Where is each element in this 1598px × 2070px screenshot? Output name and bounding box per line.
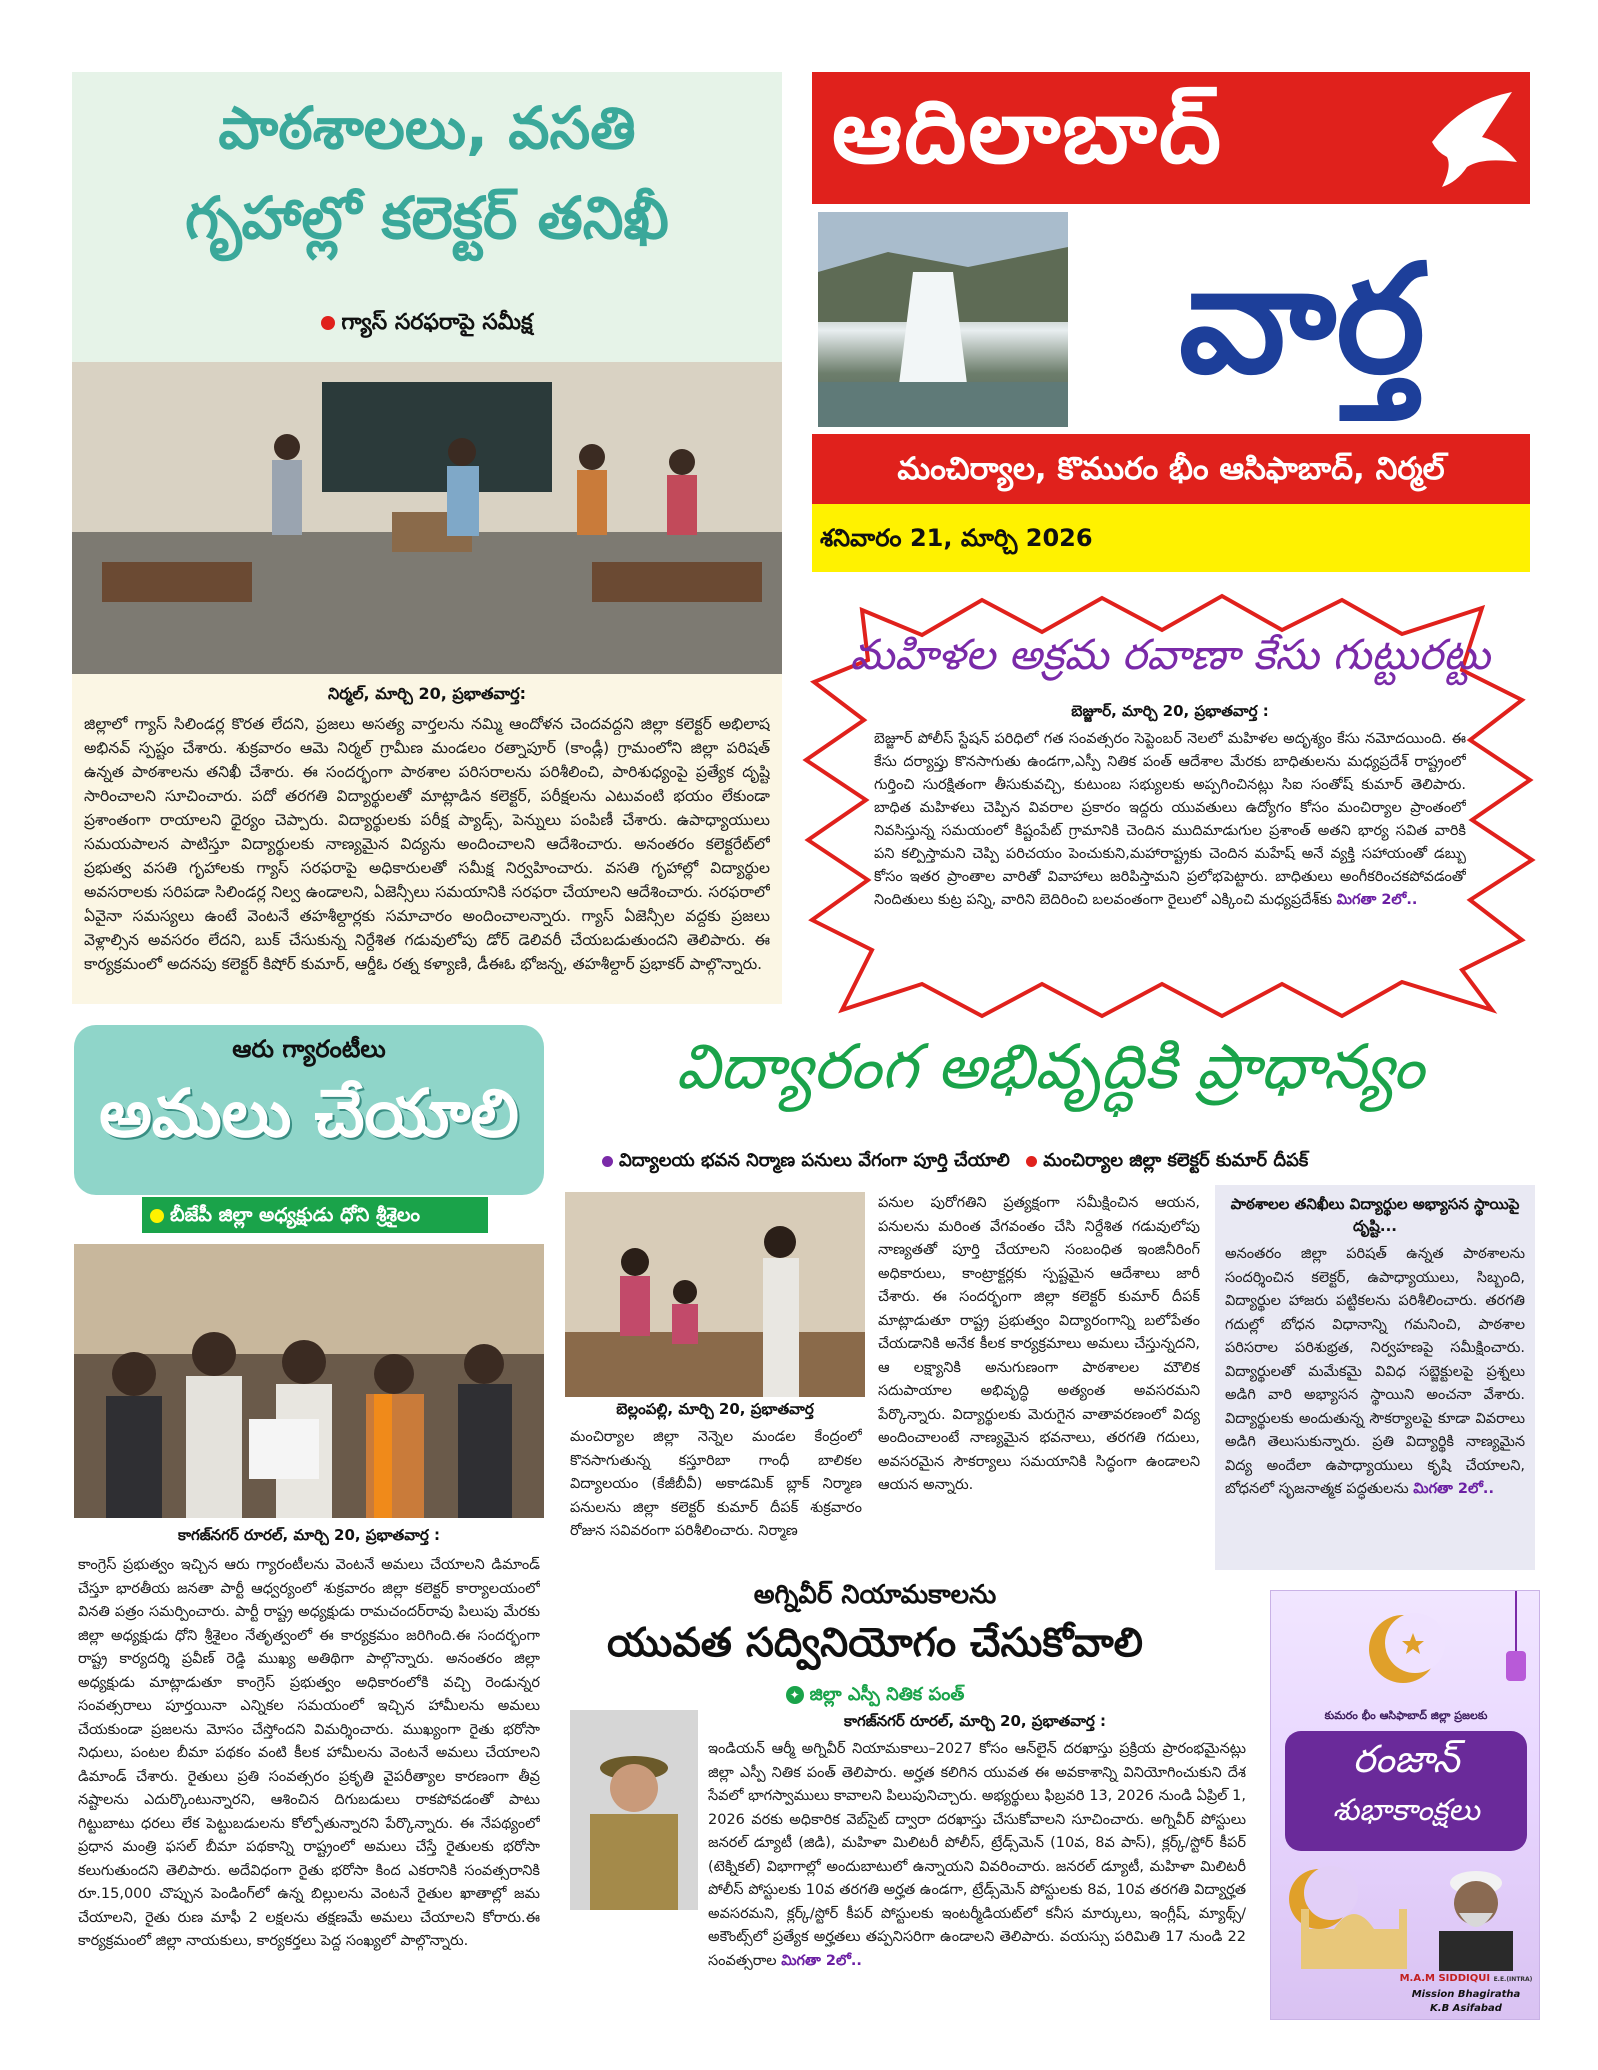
ad-name-suffix: E.E.(INTRA)	[1493, 1976, 1533, 1983]
story4-sidebar	[1215, 1185, 1535, 1570]
story1-subhead-text: గ్యాస్ సరఫరాపై సమీక్ష	[341, 310, 533, 335]
story5-subhead	[565, 1684, 1185, 1709]
story1-dateline: నిర్మల్, మార్చి 20, ప్రభాతవార్త:	[327, 684, 527, 703]
story5-dateline: కాగజ్‌నగర్ రూరల్, మార్చి 20, ప్రభాతవార్త :	[843, 1712, 1107, 1730]
story5-subhead-text: జిల్లా ఎస్పీ నితిక పంత్	[809, 1684, 965, 1705]
protest-photo	[74, 1244, 544, 1518]
story2-body-text: బెజ్జూర్ పోలీస్ స్టేషన్ పరిధిలో గత సంవత్సరం సెప్టెంబర్ నెలలో మహిళల అదృశ్యం కేసు నమోదయింది. ఈ కేసు దర్యాప్తు కొనసాగుతు ఉండగా,ఎస్పీ నితిక పంత్ ఆదేశాల మేరకు బాధితులను మధ్యప్రదేశ్ రాష్ట్రంలో గుర్తించి సురక్షితంగా తీసుకువచ్చి, కుటుంబ సభ్యులకు అప్పగించినట్లు సిఐ సంతోష్ కుమార్ తెలిపారు. బాధిత మహిళలు చెప్పిన వివరాల ప్రకారం ఇద్దరు యువతులు ఉద్యోగం కోసం మంచిర్యాల ప్రాంతంలో నివసిస్తున్న సమయంలో కిష్టంపేట్ గ్రామానికి చెందిన ముదిమాడుగుల ప్రశాంత్ అతని భార్య సవిత వారికి పని కల్పిస్తామని చెప్పి పరిచయం పెంచుకుని,మహారాష్ట్రకు చెందిన మహేష్ అనే వ్యక్తి సహాయంతో డబ్బు కోసం ఇతర ప్రాంతాల వారితో వివాహాలు జరిపిస్తామని ప్రలోభపెట్టారు. బాధితులు అంగీకరించకపోవడంతో నిందితులు కుట్ర పన్ని, వారిని బెదిరించి బలవంతంగా రైలులో ఎక్కించి మధ్యప్రదేశ్‌కు	[874, 731, 1466, 908]
story3-text-box	[74, 1518, 544, 2038]
story5-headline: యువత సద్వినియోగం చేసుకోవాలి	[607, 1620, 1143, 1666]
story2-starburst	[802, 590, 1538, 1020]
officer-photo	[1421, 1861, 1531, 1971]
story1-subhead	[72, 310, 782, 340]
ad-tagline: కుమరం భీం ఆసిఫాబాద్ జిల్లా ప్రజలకు	[1324, 1709, 1488, 1722]
story2-more-link[interactable]: మిగతా 2లో..	[1336, 892, 1418, 908]
ad-greeting2: శుభాకాంక్షలు	[1332, 1793, 1480, 1828]
subhead-bullet-icon	[321, 316, 335, 330]
ad-name	[1391, 1973, 1540, 1984]
story4-body-mid: పనుల పురోగతిని ప్రత్యక్షంగా సమీక్షించిన ఆయన, పనులను మరింత వేగవంతం చేసి నిర్దేశిత గడువులోపు నాణ్యతతో పూర్తి చేయాలని సంబంధిత ఇంజినీరింగ్ అధికారులు, కాంట్రాక్టర్లకు స్పష్టమైన ఆదేశాలు జారీ చేశారు. ఈ సందర్భంగా జిల్లా కలెక్టర్ కుమార్ దీపక్ మాట్లాడుతూ రాష్ట్ర ప్రభుత్వం విద్యారంగాన్ని బలోపేతం చేయడానికి అనేక కీలక కార్యక్రమాలు అమలు చేస్తున్నదని, ఆ లక్ష్యానికి అనుగుణంగా పాఠశాలల మౌలిక సదుపాయాల అభివృద్ధి అత్యంత అవసరమని పేర్కొన్నారు. విద్యార్థులకు మెరుగైన వాతావరణంలో విద్య అందించాలంటే నాణ్యమైన భవనాలు, తరగతి గదులు, అవసరమైన సౌకర్యాలు సమయానికి సిద్ధంగా ఉండాలని ఆయన అన్నారు.	[878, 1195, 1200, 1493]
mosque-icon	[1279, 1859, 1419, 1969]
ad-greeting-box	[1285, 1731, 1527, 1851]
story3-body: కాంగ్రెస్ ప్రభుత్వం ఇచ్చిన ఆరు గ్యారంటీలను వెంటనే అమలు చేయాలని డిమాండ్ చేస్తూ భారతీయ జనతా పార్టీ ఆధ్వర్యంలో శుక్రవారం జిల్లా కలెక్టర్ కార్యాలయంలో వినతి పత్రం సమర్పించారు. పార్టీ రాష్ట్ర అధ్యక్షుడు రామచందర్‌రావు పిలుపు మేరకు జిల్లా అధ్యక్షుడు ధోని శ్రీశైలం నేతృత్వంలో ఈ కార్యక్రమం జరిగింది.ఈ సందర్భంగా రాష్ట్ర కార్యదర్శి ప్రవీణ్ రెడ్డి ముఖ్య అతిథిగా పాల్గొన్నారు. అనంతరం జిల్లా అధ్యక్షుడు మాట్లాడుతూ కాంగ్రెస్ ప్రభుత్వం అధికారంలోకి వచ్చి రెండున్నర సంవత్సరాలు పూర్తయినా ఎన్నికల సమయంలో ఇచ్చిన హామీలను అమలు చేయకుండా ప్రజలను మోసం చేస్తోందని విమర్శించారు. ముఖ్యంగా రైతు భరోసా నిధులు, పంటల బీమా పథకం వంటి కీలక హామీలను వెంటనే అమలు చేయాలని డిమాండ్ చేశారు. రైతులు ప్రతి సంవత్సరం ప్రకృతి వైపరీత్యాల కారణంగా తీవ్ర నష్టాలను ఎదుర్కొంటున్నారని, ఆశించిన దిగుబడులు రాకపోవడంతో పాటు గిట్టుబాటు ధరలు లేక పెట్టుబడులను కోల్పోతున్నారని పేర్కొన్నారు. ఈ నేపథ్యంలో ప్రధాన మంత్రి ఫసల్ బీమా పథకాన్ని రాష్ట్రంలో అమలు చేస్తే రైతులకు భరోసా కలుగుతుందని తెలిపారు. అదేవిధంగా రైతు భరోసా కింద ఎకరానికి సంవత్సరానికి రూ.15,000 చొప్పున పెండింగ్‌లో ఉన్న బిల్లులను వెంటనే రైతుల ఖాతాల్లో జమ చేయాలని, రైతు రుణ మాఫీ 2 లక్షలను తక్షణమే అమలు చేయాలని కోరారు.ఈ కార్యక్రమంలో జిల్లా నాయకులు, కార్యకర్తలు పెద్ద సంఖ్యలో పాల్గొన్నారు.	[78, 1557, 540, 1949]
story4-side-heading: పాఠశాలల తనిఖీలు విద్యార్థుల అభ్యాసన స్థాయిపై దృష్టి...	[1230, 1195, 1520, 1235]
story4-bullets	[602, 1150, 1532, 1175]
story3-subhead-text: బీజేపీ జిల్లా అధ్యక్షుడు ధోని శ్రీశైలం	[170, 1204, 420, 1226]
story2-headline: మహిళల అక్రమ రవాణా కేసు గుట్టురట్టు	[849, 630, 1491, 679]
classroom-illustration	[72, 362, 782, 674]
story4-bullet1: విద్యాలయ భవన నిర్మాణ పనులు వేగంగా పూర్తి చేయాలి	[619, 1150, 1010, 1171]
story4-side-body-text: అనంతరం జిల్లా పరిషత్ ఉన్నత పాఠశాలను సందర్శించిన కలెక్టర్, ఉపాధ్యాయులు, సిబ్బంది, విద్యార్థుల హాజరు పట్టికలను పరిశీలించారు. తరగతి గదుల్లో బోధన విధానాన్ని గమనించి, పాఠశాల పరిసరాల పరిశుభ్రత, నిర్వహణపై సమీక్షించారు. విద్యార్థులతో మమేకమై వివిధ సబ్జెక్టులపై ప్రశ్నలు అడిగి వారి అభ్యాసన స్థాయిని అంచనా వేశారు. విద్యార్థులకు అందుతున్న సౌకర్యాలపై కూడా వివరాలు అడిగి తెలుసుకున్నారు. ప్రతి విద్యార్థికి నాణ్యమైన విద్య అందేలా ఉపాధ్యాయులు కృషి చేయాలని, బోధనలో సృజనాత్మక పద్ధతులను	[1225, 1246, 1525, 1497]
story1-headline-line1: పాఠశాలలు, వసతి	[218, 94, 636, 162]
masthead-waterfall-photo	[818, 212, 1068, 427]
bullet-icon	[602, 1156, 613, 1167]
masthead-districts: మంచిర్యాల, కొమురం భీం ఆసిఫాబాద్, నిర్మల్	[812, 434, 1530, 504]
masthead-title: ఆదిలాబాద్	[832, 80, 1223, 183]
story2-dateline: బెజ్జూర్, మార్చి 20, ప్రభాతవార్త :	[1071, 702, 1269, 720]
masthead-title2: వార్త	[1178, 233, 1426, 407]
story4-more-link[interactable]: మిగతా 2లో..	[1413, 1481, 1494, 1497]
masthead-date: శనివారం 21, మార్చి 2026	[812, 504, 1530, 572]
story1-headline-box	[72, 72, 782, 362]
story1-headline-line2: గృహాల్లో కలెక్టర్ తనిఖీ	[185, 184, 669, 252]
dove-icon	[1422, 82, 1522, 192]
ad-greeting1: రంజాన్	[1352, 1737, 1460, 1781]
ad-place: K.B Asifabad	[1430, 2003, 1502, 2014]
lantern-icon	[1501, 1591, 1531, 1701]
sp-portrait-photo	[570, 1710, 698, 1910]
story3-subhead	[142, 1197, 488, 1233]
story3-headline: అమలు చేయాలి	[99, 1075, 519, 1152]
ad-name-text: M.A.M SIDDIQUI	[1399, 1973, 1491, 1984]
crescent-icon	[1353, 1599, 1453, 1699]
ramzan-ad	[1270, 1590, 1540, 2020]
masthead	[812, 72, 1530, 572]
subhead-bullet-icon	[150, 1209, 164, 1223]
story4-dateline: బెల్లంపల్లి, మార్చి 20, ప్రభాతవార్త	[616, 1400, 814, 1418]
story1-text-box	[72, 674, 782, 1004]
story4-bullet2: మంచిర్యాల జిల్లా కలెక్టర్ కుమార్ దీపక్	[1043, 1150, 1309, 1171]
story5-body-text: ఇండియన్ ఆర్మీ అగ్నివీర్ నియామకాలు–2027 కోసం ఆన్‌లైన్ దరఖాస్తు ప్రక్రియ ప్రారంభమైనట్లు జిల్లా ఎస్పీ నితిక పంత్ తెలిపారు. అర్హత కలిగిన యువత ఈ అవకాశాన్ని వినియోగించుకుని దేశ సేవలో భాగస్వాములు కావాలని పిలుపునిచ్చారు. అభ్యర్థులు ఫిబ్రవరి 13, 2026 నుండి ఏప్రిల్ 1, 2026 వరకు అధికారిక వెబ్‌సైట్ ద్వారా దరఖాస్తు చేసుకోవాలని సూచించారు. అగ్నివీర్ పోస్టులు జనరల్ డ్యూటీ (జిడి), మహిళా మిలిటరీ పోలీస్, ట్రేడ్స్‌మెన్ (10వ, 8వ పాస్), క్లర్క్/స్టోర్ కీపర్ (టెక్నికల్) విభాగాల్లో అందుబాటులో ఉన్నాయని వివరించారు. జనరల్ డ్యూటీ, మహిళా మిలిటరీ పోలీస్ పోస్టులకు 10వ తరగతి అర్హత ఉండగా, ట్రేడ్స్‌మెన్ పోస్టులకు 8వ, 10వ తరగతి విద్యార్హత అవసరమని, క్లర్క్/స్టోర్ కీపర్ పోస్టులకు ఇంటర్మీడియట్‌లో కనీస మార్కులు, ఇంగ్లీష్, మ్యాథ్స్/అకౌంట్స్‌లో ప్రత్యేక అర్హతలు తప్పనిసరిగా ఉండాలని తెలిపారు. వయస్సు పరిమితి 17 నుండి 22 సంవత్సరాల	[708, 1741, 1246, 1969]
story3-dateline: కాగజ్‌నగర్ రూరల్, మార్చి 20, ప్రభాతవార్త :	[177, 1526, 441, 1544]
bullet-icon	[1026, 1156, 1037, 1167]
story4-side-body	[1225, 1243, 1525, 1565]
story3-kicker: ఆరు గ్యారంటీలు	[232, 1035, 386, 1063]
story5-kicker: అగ్నివీర్ నియామకాలను	[753, 1580, 997, 1610]
story5-more-link[interactable]: మిగతా 2లో..	[781, 1952, 862, 1969]
ad-role: Mission Bhagiratha	[1411, 1989, 1521, 2000]
school-visit-photo	[565, 1192, 865, 1397]
star-icon: ✦	[786, 1686, 804, 1704]
story1-body: జిల్లాలో గ్యాస్ సిలిండర్ల కొరత లేదని, ప్రజలు అసత్య వార్తలను నమ్మి ఆందోళన చెందవద్దని జిల్లా కలెక్టర్ అభిలాష అభినవ్ స్పష్టం చేశారు. శుక్రవారం ఆమె నిర్మల్ గ్రామీణ మండలం రత్నాపూర్ (కాండ్లీ) గ్రామంలోని జిల్లా పరిషత్ ఉన్నత పాఠశాలను తనిఖీ చేశారు. ఈ సందర్భంగా పాఠశాల పరిసరాలను పరిశీలించి, పారిశుధ్యంపై ప్రత్యేక దృష్టి సారించాలని సూచించారు. పదో తరగతి విద్యార్థులతో మాట్లాడిన కలెక్టర్, పరీక్షలను ఎటువంటి భయం లేకుండా ప్రశాంతంగా రాయాలని ధైర్యం చెప్పారు. విద్యార్థులకు పరీక్ష ప్యాడ్స్, పెన్నులు పంపిణీ చేశారు. ఉపాధ్యాయులు సమయపాలన పాటిస్తూ విద్యార్థులకు నాణ్యమైన విద్యను అందించాలని ఆదేశించారు. అనంతరం కలెక్టరేట్‌లో ప్రభుత్వ వసతి గృహాలకు గ్యాస్ సరఫరాపై అధికారులతో సమీక్ష నిర్వహించారు. వసతి గృహాల్లో విద్యార్థుల అవసరాలకు సరిపడా సిలిండర్ల నిల్వ ఉండాలని, ఏజెన్సీలు సమయానికి సరఫరా చేయాలని ఆదేశించారు. సరఫరాలో ఏవైనా సమస్యలు ఉంటే వెంటనే తహశీల్దార్లకు సమాచారం అందించాలన్నారు. గ్యాస్ ఏజెన్సీల వద్దకు ప్రజలు వెళ్లాల్సిన అవసరం లేదని, బుక్ చేసుకున్న నిర్దేశిత గడువులోపు డోర్ డెలివరీ చేయబడుతుందని తెలిపారు. ఈ కార్యక్రమంలో అదనపు కలెక్టర్ కిషోర్ కుమార్, ఆర్డీఓ రత్న కళ్యాణి, డీఈఓ భోజన్న, తహశీల్దార్ ప్రభాకర్ పాల్గొన్నారు.	[84, 715, 770, 973]
classroom-photo	[72, 362, 782, 674]
story3-headline-box	[74, 1025, 544, 1195]
story4-body-left: మంచిర్యాల జిల్లా నెన్నెల మండల కేంద్రంలో కొనసాగుతున్న కస్తూరిబా గాంధీ బాలికల విద్యాలయం (కేజీబీవీ) అకాడమిక్ బ్లాక్ నిర్మాణ పనులను జిల్లా కలెక్టర్ కుమార్ దీపక్ శుక్రవారం రోజున సవివరంగా పరిశీలించారు. నిర్మాణ	[570, 1429, 862, 1539]
story4-headline: విద్యారంగ అభివృద్ధికి ప్రాధాన్యం	[675, 1030, 1425, 1103]
story5-body	[708, 1738, 1246, 2038]
story2-body	[874, 728, 1466, 938]
